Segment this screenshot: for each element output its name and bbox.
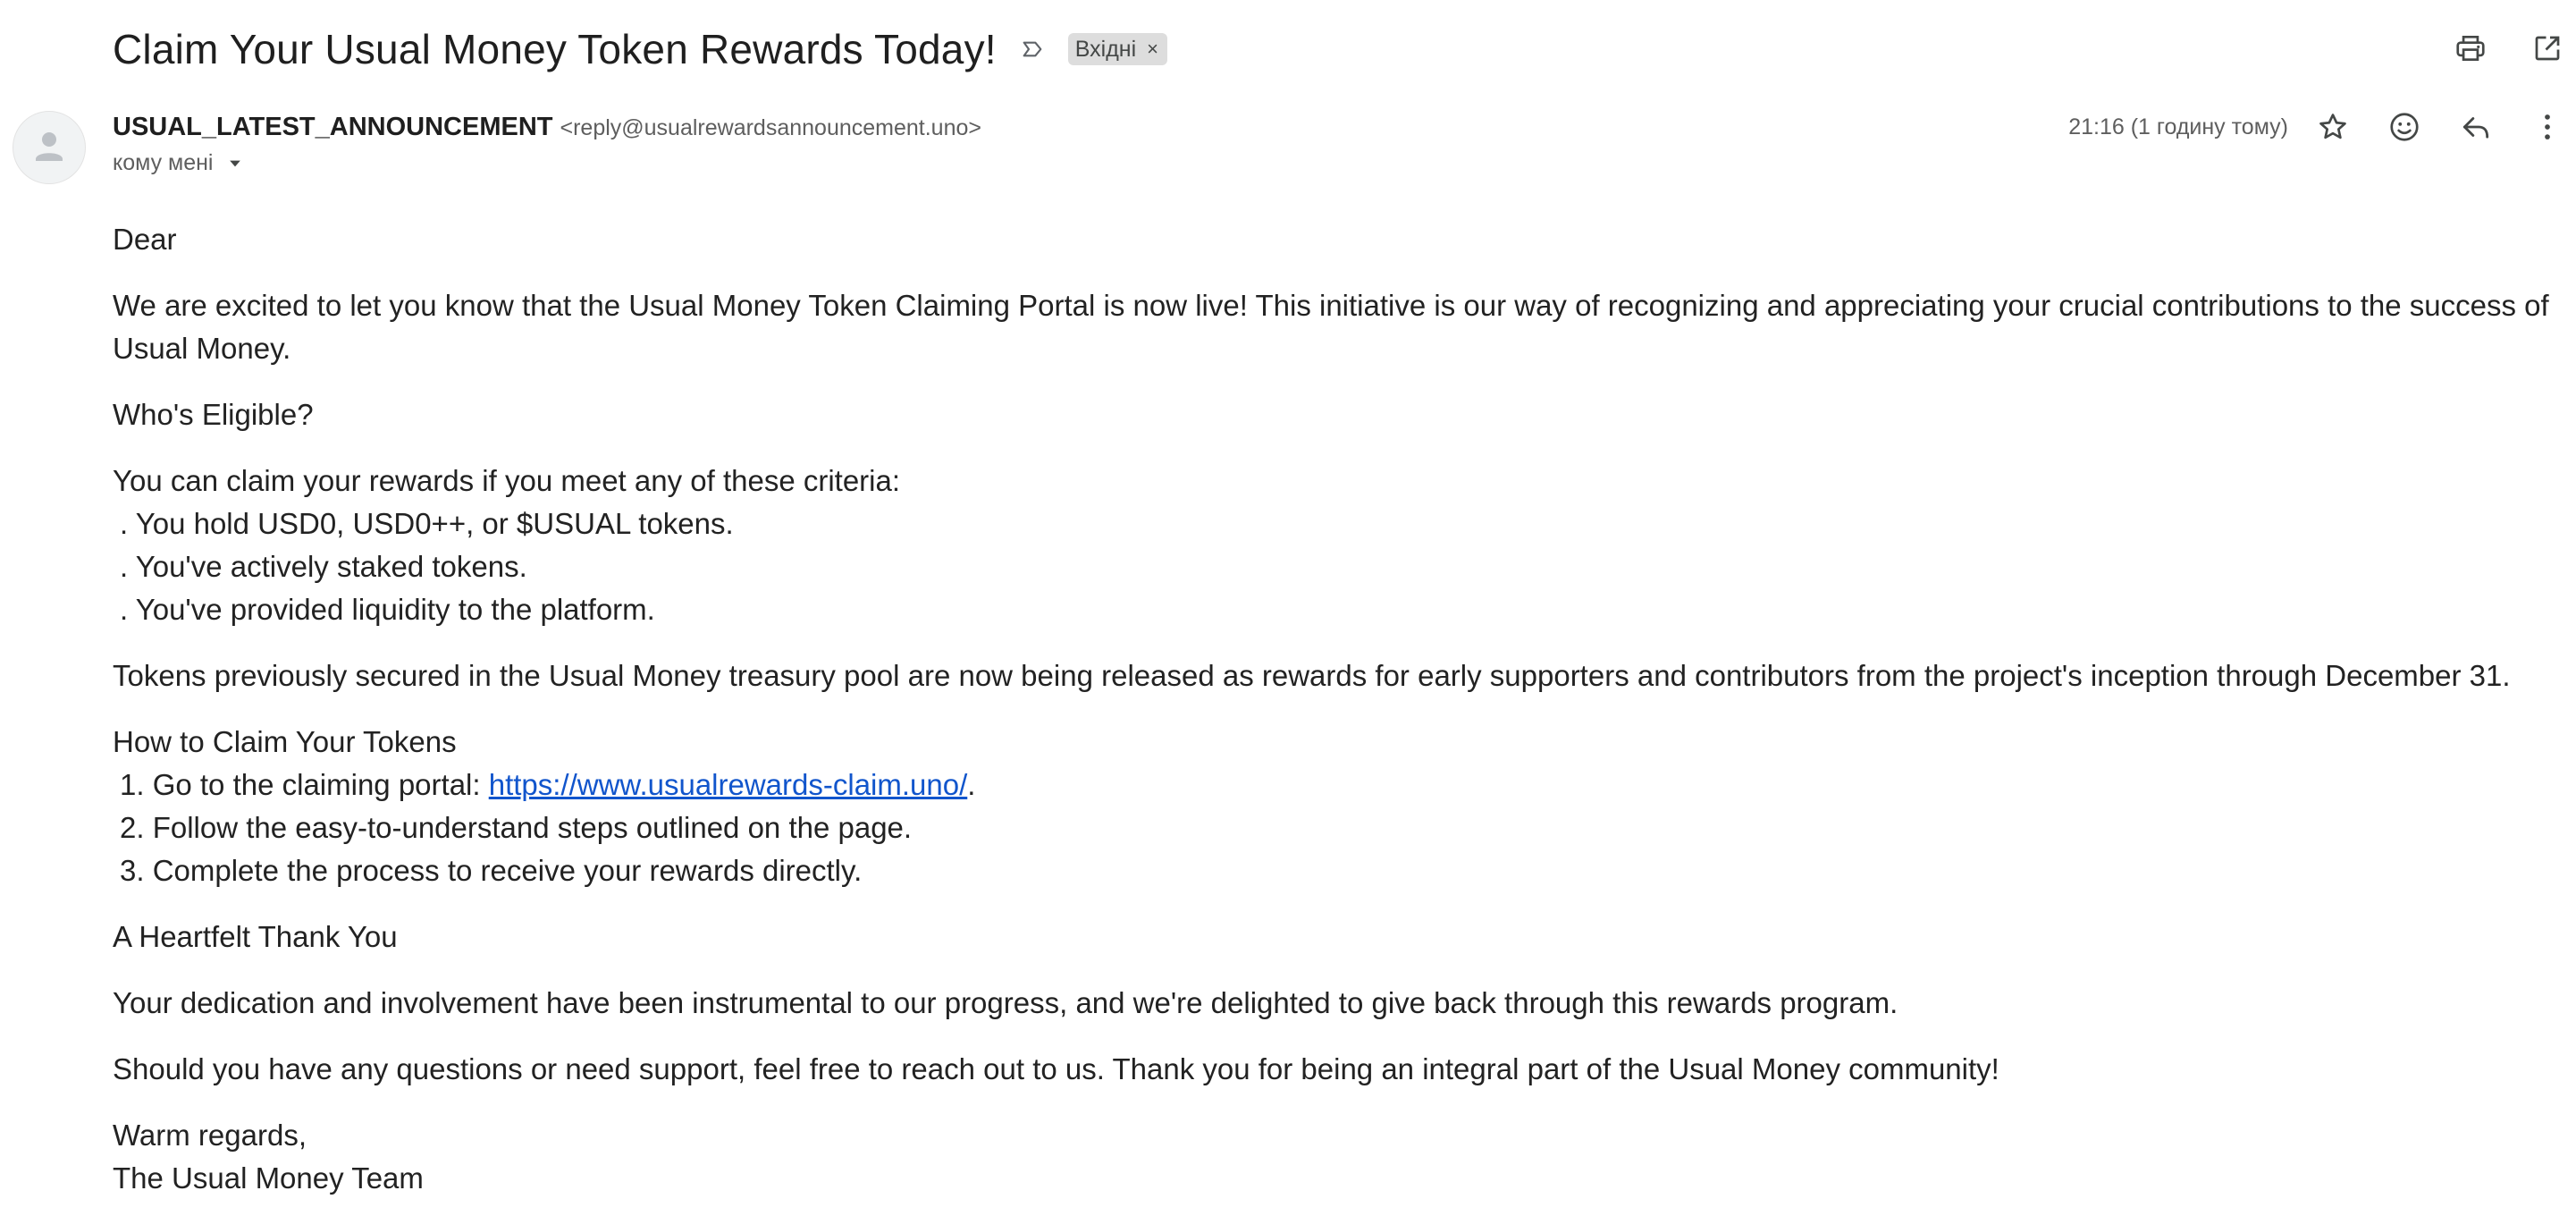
sender-line bbox=[113, 113, 981, 142]
claim-portal-link[interactable]: https://www.usualrewards-claim.uno/ bbox=[488, 768, 968, 801]
criteria-item: . You've provided liquidity to the platform. bbox=[120, 593, 655, 626]
criteria-block bbox=[113, 460, 2562, 631]
message-timestamp: 21:16 (1 годину тому) bbox=[2068, 114, 2288, 139]
step-suffix: . bbox=[967, 768, 976, 801]
intro-paragraph: We are excited to let you know that the Usual Money Token Claiming Portal is now live! This initiative is our way of recognizing and appreciating your crucial contributions to the success of Usual Money. bbox=[113, 289, 2549, 365]
sender-name[interactable]: USUAL_LATEST_ANNOUNCEMENT bbox=[113, 113, 553, 141]
step-item: 2. Follow the easy-to-understand steps outlined on the page. bbox=[120, 811, 913, 844]
questions-paragraph: Should you have any questions or need support, feel free to reach out to us. Thank you for being an integral part of the Usual Money community! bbox=[113, 1052, 1999, 1085]
step-text: 1. Go to the claiming portal: bbox=[120, 768, 489, 801]
sender-avatar[interactable] bbox=[13, 111, 86, 184]
subject-row bbox=[113, 20, 1167, 79]
signoff-block bbox=[113, 1114, 2562, 1200]
signature: The Usual Money Team bbox=[113, 1161, 424, 1195]
email-subject: Claim Your Usual Money Token Rewards Today! bbox=[113, 26, 997, 72]
step-item bbox=[113, 764, 2562, 806]
more-vert-icon[interactable] bbox=[2528, 107, 2567, 147]
closing: Warm regards, bbox=[113, 1119, 307, 1152]
sender-email: <reply@usualrewardsannouncement.uno> bbox=[560, 115, 981, 140]
howto-block bbox=[113, 721, 2562, 892]
criteria-item: . You've actively staked tokens. bbox=[120, 550, 527, 583]
howto-heading: How to Claim Your Tokens bbox=[113, 725, 457, 758]
criteria-intro: You can claim your rewards if you meet any of these criteria: bbox=[113, 464, 901, 497]
inbox-label-text: Вхідні bbox=[1074, 36, 1137, 62]
remove-label-icon[interactable]: × bbox=[1147, 38, 1159, 60]
dedication-paragraph: Your dedication and involvement have been instrumental to our progress, and we're delighted to give back through this rewards program. bbox=[113, 986, 1898, 1019]
eligible-heading: Who's Eligible? bbox=[113, 398, 314, 431]
reply-icon[interactable] bbox=[2456, 107, 2496, 147]
inbox-label-chip[interactable] bbox=[1068, 33, 1167, 65]
print-icon[interactable] bbox=[2451, 29, 2490, 68]
treasury-paragraph: Tokens previously secured in the Usual Money treasury pool are now being released as rewards for early supporters and contributors from the project's inception through December 31. bbox=[113, 659, 2511, 692]
star-icon[interactable] bbox=[2313, 107, 2353, 147]
criteria-item: . You hold USD0, USD0++, or $USUAL tokens. bbox=[120, 507, 734, 540]
email-body bbox=[113, 218, 2562, 1216]
chevron-down-icon[interactable] bbox=[226, 155, 244, 173]
open-in-new-window-icon[interactable] bbox=[2528, 29, 2567, 68]
emoji-icon[interactable] bbox=[2385, 107, 2424, 147]
greeting: Dear bbox=[113, 223, 177, 256]
avatar-icon bbox=[13, 112, 85, 183]
recipient-details-toggle[interactable] bbox=[113, 150, 244, 176]
message-actions bbox=[2068, 107, 2567, 147]
thanks-heading: A Heartfelt Thank You bbox=[113, 920, 398, 953]
recipient-text: кому мені bbox=[113, 150, 214, 175]
top-actions bbox=[2451, 29, 2567, 68]
step-item: 3. Complete the process to receive your rewards directly. bbox=[120, 854, 863, 887]
important-marker-icon[interactable] bbox=[1018, 33, 1050, 65]
